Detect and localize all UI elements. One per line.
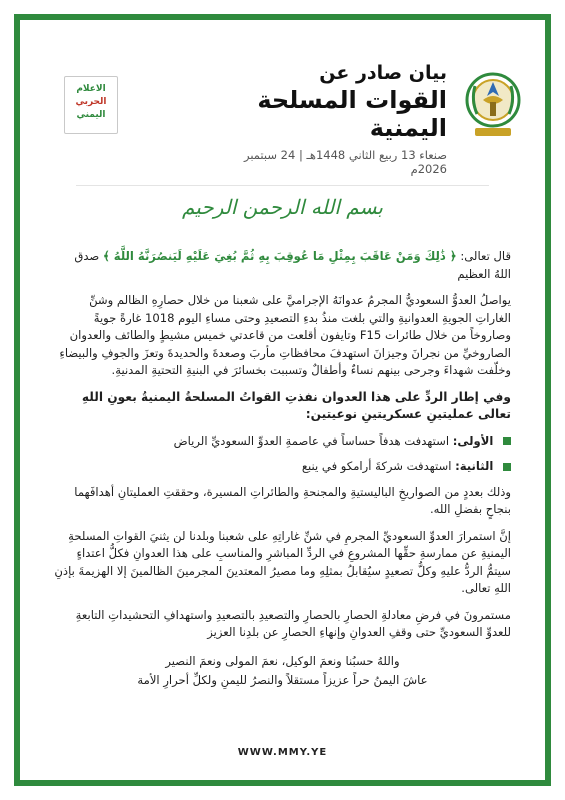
media-logo-line2: الحربي <box>75 97 107 107</box>
square-bullet-icon <box>503 437 511 445</box>
issuer-title: القوات المسلحة اليمنية <box>257 86 447 142</box>
operation-label: الثانية: <box>455 459 494 473</box>
paragraph-aggression: يواصلُ العدوُّ السعوديُّ المجرمُ عدوانَهُ الإجراميَّ على شعبنا من خلال حصارِهِ الظالم وشنِّ الغاراتِ الجويةِ العدوانيةِ والتي بلغت منذُ بدءِ التصعيدِ وحتى مساءِ اليوم 1018 غارةً جويةً وصاروخاً من خلال طائرات F15 وتايفون أقلعت من قاعدتي خميس مشيطٍ والطائف والعدوان الصاروخيِّ من نجرانَ وجيزانَ استهدفَ محافظاتِ مأربَ وصعدةَ والحديدةَ وتعزَ والجوفِ والبيضاءِ وخلّفت شهداءَ وجرحى بينهم نساءٌ وأطفالٌ وتسببت بخسائرَ في البنيةِ التحتيةِ المدنيةِ. <box>59 293 511 377</box>
statement-from-label: بيان صادر عن <box>319 62 447 84</box>
operation-text: استهدفت شركةَ أرامكو في ينبع <box>301 459 452 473</box>
operation-item <box>54 458 511 476</box>
quote-intro: قال تعالى: <box>460 249 511 263</box>
header-title-block <box>207 62 447 176</box>
paragraph-warning: إنَّ استمرارَ العدوِّ السعوديِّ المجرمِ في شنِّ غاراتِهِ على شعبنا وبلدنا لن يثنيَ القواتِ المسلحةِ اليمنيةِ عن ممارسةِ حقِّها المشروعِ في الردِّ المباشرِ والمناسبِ على هذا العدوانِ فكلُّ اعتداءٍ سيتمُّ الردُّ عليهِ وكلُّ تصعيدٍ سيُقابلُ بمثلِهِ وما مصيرُ المعتدينَ المجرمينَ الظالمينَ إلا الهزيمةَ بإذنِ اللهِ تعالى. <box>54 528 511 595</box>
armed-forces-emblem-icon <box>461 66 525 146</box>
header <box>20 20 545 176</box>
header-divider <box>76 185 489 186</box>
paragraph-continuation: مستمرونَ في فرضِ معادلةِ الحصارِ بالحصارِ والتصعيدِ بالتصعيدِ واستهدافِ التحشيداتِ التابعةِ للعدوِّ السعوديِّ حتى وقفِ العدوانِ وإنهاءِ الحصارِ عن بلدِنا العزيز <box>75 607 511 639</box>
media-logo-line1: الاعلام <box>76 84 106 94</box>
operation-item <box>54 433 511 451</box>
military-media-logo <box>64 76 118 134</box>
quote-verse: ﴿ ذَٰلِكَ وَمَنْ عَاقَبَ بِمِثْلِ مَا عُوقِبَ بِهِ ثُمَّ بُغِيَ عَلَيْهِ لَيَنصُرَنَّهُ اللَّهُ ﴾ <box>102 249 457 263</box>
paragraph-result: وذلك بعددٍ من الصواريخِ الباليستيةِ والمجنحةِ والطائراتِ المسيرة، وحققتِ العمليتانِ أهدافَهما بنجاحٍ بفضلِ الله. <box>74 484 511 516</box>
document-frame <box>14 14 551 786</box>
closing <box>54 652 511 690</box>
closing-line1: واللهُ حسبُنا ونعمَ الوكيل، نعمَ المولى ونعمَ النصير <box>165 653 400 668</box>
operation-label: الأولى: <box>452 433 494 448</box>
date-line: صنعاء 13 ربيع الثاني 1448هـ | 24 سبتمبر 2026م <box>243 148 447 176</box>
quote-outro: صدق اللهُ العظيم <box>74 249 511 281</box>
statement-body <box>54 248 511 690</box>
media-logo-line3: اليمني <box>76 110 106 120</box>
basmala: بسم الله الرحمن الرحيم <box>181 195 383 219</box>
closing-line2: عاشَ اليمنُ حراً عزيزاً مستقلاً والنصرُ لليمنِ ولكلِّ أحرارِ الأمة <box>137 672 428 687</box>
quran-quote <box>54 248 511 283</box>
operation-text: استهدفت هدفاً حساساً في عاصمةِ العدوِّ السعوديِّ الرياض <box>173 433 450 448</box>
website-url: WWW.MMY.YE <box>237 747 328 758</box>
square-bullet-icon <box>503 463 511 471</box>
paragraph-response: وفي إطار الردِّ على هذا العدوان نفذتِ القواتُ المسلحةُ اليمنيةُ بعونِ اللهِ تعالى عمليتينِ عسكريتينِ نوعيتين: <box>81 389 511 421</box>
